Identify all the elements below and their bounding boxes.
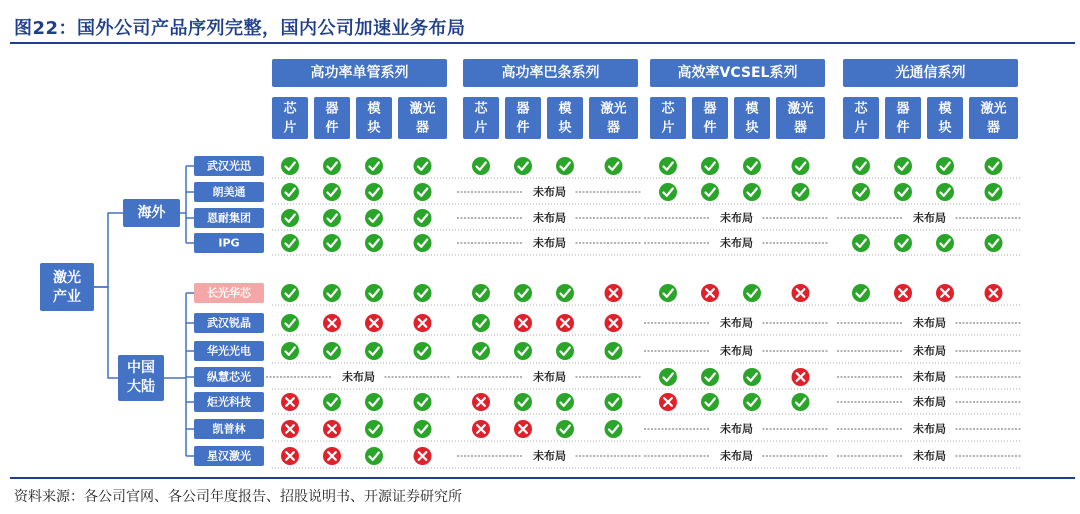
cross-icon — [281, 393, 299, 411]
company-name: 凯普林 — [212, 422, 246, 436]
not-deployed-label: 未布局 — [720, 449, 753, 463]
category-header — [272, 59, 447, 139]
check-circle — [852, 157, 870, 175]
check-icon — [323, 342, 341, 360]
cross-icon — [792, 284, 810, 302]
branch-label: 中国 — [127, 360, 155, 376]
check-icon — [281, 342, 299, 360]
check-icon — [365, 209, 383, 227]
subheader-label: 激光 — [980, 101, 1007, 117]
company-name: 武汉锐晶 — [207, 316, 251, 330]
check-circle — [556, 393, 574, 411]
check-icon — [701, 368, 719, 386]
cross-icon — [701, 284, 719, 302]
check-icon — [605, 157, 623, 175]
check-circle — [472, 157, 490, 175]
check-icon — [514, 157, 532, 175]
check-circle — [605, 157, 623, 175]
check-icon — [659, 157, 677, 175]
check-circle — [556, 284, 574, 302]
check-icon — [472, 314, 490, 332]
cross-icon — [365, 314, 383, 332]
check-circle — [743, 368, 761, 386]
check-circle — [659, 183, 677, 201]
check-icon — [985, 234, 1003, 252]
check-circle — [365, 393, 383, 411]
check-icon — [281, 157, 299, 175]
cross-icon — [985, 284, 1003, 302]
check-circle — [936, 234, 954, 252]
check-icon — [365, 183, 383, 201]
check-circle — [365, 234, 383, 252]
check-circle — [514, 393, 532, 411]
check-circle — [743, 157, 761, 175]
check-icon — [281, 183, 299, 201]
category-name: 光通信系列 — [895, 65, 966, 81]
company-name: 武汉光迅 — [207, 159, 251, 173]
check-icon — [743, 368, 761, 386]
cross-icon — [472, 420, 490, 438]
check-circle — [281, 342, 299, 360]
cross-icon — [514, 314, 532, 332]
check-circle — [323, 183, 341, 201]
not-deployed-label: 未布局 — [342, 370, 375, 384]
subheader-label: 芯 — [283, 101, 297, 117]
check-circle — [414, 284, 432, 302]
check-circle — [743, 183, 761, 201]
check-circle — [894, 183, 912, 201]
check-icon — [514, 393, 532, 411]
category-name: 高功率单管系列 — [310, 65, 409, 81]
cross-icon — [514, 420, 532, 438]
check-icon — [281, 314, 299, 332]
check-icon — [852, 284, 870, 302]
check-circle — [281, 314, 299, 332]
check-circle — [556, 342, 574, 360]
check-icon — [365, 342, 383, 360]
check-circle — [659, 284, 677, 302]
check-icon — [514, 342, 532, 360]
check-icon — [701, 157, 719, 175]
check-icon — [936, 183, 954, 201]
cross-icon — [556, 314, 574, 332]
check-circle — [701, 183, 719, 201]
subheader-label: 芯 — [661, 101, 675, 117]
company-name: IPG — [218, 236, 240, 250]
check-icon — [323, 209, 341, 227]
check-icon — [743, 183, 761, 201]
check-icon — [894, 157, 912, 175]
check-circle — [323, 157, 341, 175]
check-circle — [472, 342, 490, 360]
cross-icon — [414, 314, 432, 332]
check-circle — [701, 393, 719, 411]
check-icon — [894, 234, 912, 252]
check-circle — [792, 393, 810, 411]
check-circle — [792, 183, 810, 201]
connector — [94, 287, 118, 378]
not-deployed-label: 未布局 — [720, 344, 753, 358]
check-circle — [414, 157, 432, 175]
subheader-label: 激光 — [600, 101, 627, 117]
subheader-label: 模 — [558, 101, 572, 117]
category-header — [650, 59, 825, 139]
subheader-label: 器 — [325, 101, 339, 117]
check-icon — [414, 284, 432, 302]
check-circle — [281, 209, 299, 227]
subheader-label: 器 — [415, 120, 430, 136]
not-deployed-label: 未布局 — [720, 236, 753, 250]
check-icon — [605, 420, 623, 438]
cross-icon — [323, 447, 341, 465]
check-icon — [556, 284, 574, 302]
subheader-label: 件 — [516, 120, 530, 136]
category-header — [843, 59, 1018, 139]
check-icon — [936, 157, 954, 175]
check-circle — [556, 420, 574, 438]
subheader-label: 片 — [854, 120, 868, 136]
check-circle — [365, 420, 383, 438]
check-icon — [472, 342, 490, 360]
check-icon — [472, 157, 490, 175]
cross-icon — [281, 447, 299, 465]
subheader-label: 片 — [474, 120, 488, 136]
not-deployed-label: 未布局 — [720, 211, 753, 225]
check-icon — [985, 157, 1003, 175]
check-icon — [792, 157, 810, 175]
check-icon — [852, 183, 870, 201]
branch-label: 海外 — [137, 205, 166, 221]
check-icon — [414, 183, 432, 201]
check-circle — [556, 157, 574, 175]
branch-label: 大陆 — [127, 379, 155, 395]
check-circle — [472, 314, 490, 332]
not-deployed-label: 未布局 — [913, 344, 946, 358]
check-circle — [701, 368, 719, 386]
check-icon — [605, 342, 623, 360]
cross-icon — [605, 314, 623, 332]
check-icon — [323, 157, 341, 175]
cross-icon — [323, 420, 341, 438]
cross-icon — [281, 420, 299, 438]
check-icon — [472, 284, 490, 302]
subheader-label: 块 — [938, 120, 952, 136]
check-circle — [514, 284, 532, 302]
subheader-label: 芯 — [474, 101, 488, 117]
check-circle — [414, 342, 432, 360]
check-icon — [281, 209, 299, 227]
check-icon — [414, 234, 432, 252]
check-icon — [556, 420, 574, 438]
check-circle — [365, 209, 383, 227]
subheader-label: 块 — [367, 120, 381, 136]
check-icon — [792, 183, 810, 201]
check-circle — [414, 234, 432, 252]
subheader-label: 件 — [325, 120, 339, 136]
check-circle — [985, 183, 1003, 201]
check-circle — [414, 183, 432, 201]
check-icon — [365, 393, 383, 411]
check-circle — [472, 284, 490, 302]
check-icon — [323, 234, 341, 252]
check-icon — [556, 342, 574, 360]
not-deployed-label: 未布局 — [913, 422, 946, 436]
check-circle — [514, 157, 532, 175]
cross-icon — [472, 393, 490, 411]
check-circle — [514, 342, 532, 360]
not-deployed-label: 未布局 — [720, 422, 753, 436]
check-icon — [414, 342, 432, 360]
check-icon — [894, 183, 912, 201]
subheader-label: 模 — [367, 101, 381, 117]
subheader-label: 模 — [938, 101, 952, 117]
cross-icon — [323, 314, 341, 332]
source-note: 资料来源：各公司官网、各公司年度报告、招股说明书、开源证券研究所 — [14, 489, 462, 505]
check-icon — [365, 284, 383, 302]
check-icon — [556, 157, 574, 175]
check-icon — [414, 393, 432, 411]
check-icon — [743, 284, 761, 302]
check-icon — [414, 157, 432, 175]
check-circle — [323, 234, 341, 252]
check-circle — [281, 284, 299, 302]
not-deployed-label: 未布局 — [913, 449, 946, 463]
check-icon — [605, 393, 623, 411]
cross-icon — [792, 368, 810, 386]
check-icon — [414, 209, 432, 227]
check-circle — [985, 157, 1003, 175]
company-name: 星汉激光 — [207, 449, 251, 463]
check-circle — [365, 157, 383, 175]
subheader-label: 器 — [793, 120, 808, 136]
check-circle — [323, 342, 341, 360]
check-icon — [365, 447, 383, 465]
check-icon — [281, 234, 299, 252]
company-name: 纵慧芯光 — [207, 370, 251, 384]
not-deployed-label: 未布局 — [913, 211, 946, 225]
check-circle — [365, 342, 383, 360]
check-icon — [281, 284, 299, 302]
check-circle — [414, 209, 432, 227]
check-circle — [659, 157, 677, 175]
check-icon — [659, 368, 677, 386]
check-circle — [701, 157, 719, 175]
check-icon — [985, 183, 1003, 201]
company-name: 长光华芯 — [207, 286, 251, 300]
root-label: 产业 — [53, 289, 81, 305]
not-deployed-label: 未布局 — [913, 316, 946, 330]
not-deployed-label: 未布局 — [533, 449, 566, 463]
company-name: 朗美通 — [212, 185, 246, 199]
check-circle — [852, 284, 870, 302]
check-circle — [894, 234, 912, 252]
check-circle — [852, 234, 870, 252]
check-icon — [323, 393, 341, 411]
check-icon — [365, 420, 383, 438]
check-icon — [414, 420, 432, 438]
subheader-label: 块 — [558, 120, 572, 136]
subheader-label: 芯 — [854, 101, 868, 117]
check-circle — [743, 284, 761, 302]
check-icon — [365, 157, 383, 175]
not-deployed-label: 未布局 — [533, 236, 566, 250]
check-icon — [936, 234, 954, 252]
check-circle — [365, 284, 383, 302]
check-circle — [852, 183, 870, 201]
subheader-label: 模 — [745, 101, 759, 117]
check-circle — [365, 183, 383, 201]
check-icon — [323, 284, 341, 302]
check-icon — [792, 393, 810, 411]
check-icon — [743, 393, 761, 411]
source-rule — [10, 477, 1075, 479]
figure-title: 图22：国外公司产品序列完整，国内公司加速业务布局 — [14, 18, 466, 39]
cross-icon — [659, 393, 677, 411]
not-deployed-label: 未布局 — [533, 211, 566, 225]
check-icon — [659, 284, 677, 302]
category-name: 高功率巴条系列 — [501, 65, 600, 81]
not-deployed-label: 未布局 — [913, 370, 946, 384]
check-circle — [605, 342, 623, 360]
check-circle — [323, 393, 341, 411]
not-deployed-label: 未布局 — [533, 185, 566, 199]
subheader-label: 器 — [896, 101, 910, 117]
company-name: 炬光科技 — [207, 395, 251, 409]
cross-icon — [414, 447, 432, 465]
check-icon — [852, 157, 870, 175]
category-name: 高效率VCSEL系列 — [677, 65, 798, 81]
check-circle — [605, 420, 623, 438]
check-icon — [365, 234, 383, 252]
check-icon — [514, 284, 532, 302]
check-icon — [701, 183, 719, 201]
check-circle — [414, 393, 432, 411]
subheader-label: 件 — [703, 120, 717, 136]
check-icon — [556, 393, 574, 411]
check-circle — [936, 183, 954, 201]
check-icon — [323, 183, 341, 201]
subheader-label: 激光 — [787, 101, 814, 117]
check-circle — [792, 157, 810, 175]
subheader-label: 器 — [703, 101, 717, 117]
check-circle — [323, 284, 341, 302]
subheader-label: 器 — [516, 101, 530, 117]
subheader-label: 块 — [745, 120, 759, 136]
check-circle — [414, 420, 432, 438]
check-circle — [365, 447, 383, 465]
not-deployed-label: 未布局 — [533, 370, 566, 384]
category-header — [463, 59, 638, 139]
check-icon — [852, 234, 870, 252]
check-circle — [281, 157, 299, 175]
check-circle — [605, 393, 623, 411]
subheader-label: 件 — [896, 120, 910, 136]
company-name: 华光光电 — [207, 344, 251, 358]
subheader-label: 激光 — [409, 101, 436, 117]
check-circle — [894, 157, 912, 175]
check-icon — [659, 183, 677, 201]
check-icon — [743, 157, 761, 175]
root-label: 激光 — [53, 270, 81, 286]
company-name: 恩耐集团 — [207, 211, 251, 225]
subheader-label: 片 — [661, 120, 675, 136]
check-circle — [659, 368, 677, 386]
connector — [94, 213, 123, 287]
subheader-label: 器 — [606, 120, 621, 136]
check-icon — [701, 393, 719, 411]
check-circle — [985, 234, 1003, 252]
check-circle — [281, 183, 299, 201]
cross-icon — [605, 284, 623, 302]
subheader-label: 器 — [986, 120, 1001, 136]
not-deployed-label: 未布局 — [913, 395, 946, 409]
subheader-label: 片 — [283, 120, 297, 136]
check-circle — [743, 393, 761, 411]
not-deployed-label: 未布局 — [720, 316, 753, 330]
check-circle — [323, 209, 341, 227]
cross-icon — [936, 284, 954, 302]
cross-icon — [894, 284, 912, 302]
check-circle — [281, 234, 299, 252]
check-circle — [936, 157, 954, 175]
